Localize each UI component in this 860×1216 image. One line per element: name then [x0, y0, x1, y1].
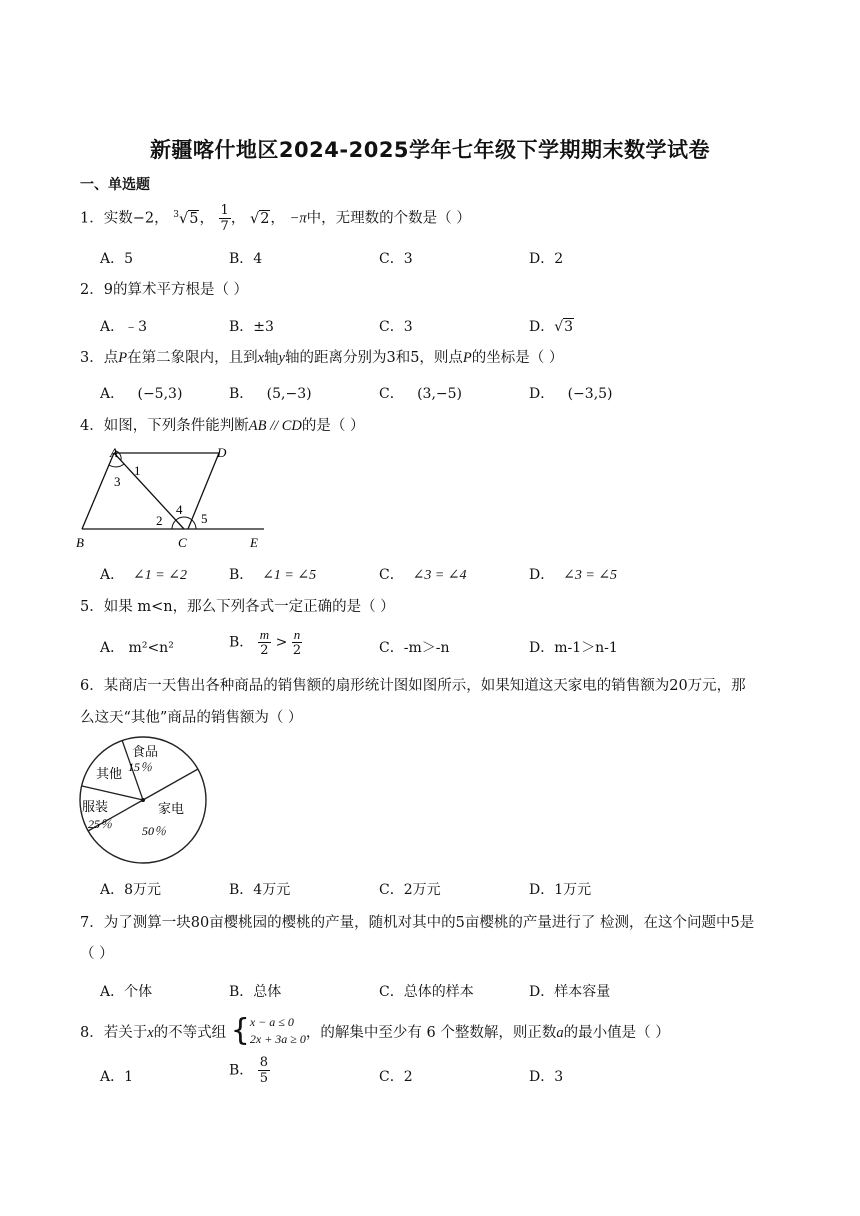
q2-option-c[interactable]: C．3 [379, 319, 413, 335]
question-6-stem-line1: 6．某商店一天售出各种商品的销售额的扇形统计图如图所示，如果知道这天家电的销售额为20万元，那 [80, 678, 746, 694]
q7-option-c[interactable]: C．总体的样本 [379, 984, 474, 1000]
angle-3-label: 3 [114, 474, 121, 489]
parallelogram-figure [72, 440, 272, 552]
section-heading: 一、单选题 [80, 177, 150, 193]
question-1-stem: 1．实数−2， $^3$√5， $\frac{1}{7}$ ， √2， −π中，无理数的个数是（ ） [80, 203, 471, 234]
q4-option-c[interactable]: C． ∠3 = ∠4 [379, 567, 467, 583]
pie-pct-clothes: 25％ [88, 817, 113, 831]
angle-1-label: 1 [134, 463, 141, 478]
question-6-stem-line2: 么这天“其他”商品的销售额为（ ） [80, 710, 303, 726]
angle-5-label: 5 [201, 511, 208, 526]
label-D: D [217, 445, 227, 460]
q3-option-b[interactable]: B． (5,−3) [229, 386, 312, 402]
q6-option-c[interactable]: C．2万元 [379, 882, 441, 898]
q4-option-a[interactable]: A． ∠1 = ∠2 [100, 567, 187, 583]
angle-2-label: 2 [156, 513, 163, 528]
question-7-stem-line1: 7．为了测算一块80亩樱桃园的樱桃的产量，随机对其中的5亩樱桃的产量进行了 检测，在这个问题中5是 [80, 915, 755, 931]
q8-option-b[interactable]: B． $\frac{8}{5}$ [229, 1055, 269, 1086]
question-7-stem-line2: （ ） [80, 946, 114, 962]
q2-option-b[interactable]: B．±3 [229, 319, 274, 335]
q7-option-a[interactable]: A．个体 [100, 984, 153, 1000]
q8-option-d[interactable]: D．3 [529, 1069, 564, 1085]
question-2-stem: 2．9的算术平方根是（ ） [80, 282, 249, 298]
q1-option-d[interactable]: D．2 [529, 251, 564, 267]
q1-option-c[interactable]: C．3 [379, 251, 413, 267]
label-B: B [76, 535, 84, 550]
angle-4-label: 4 [176, 502, 183, 517]
label-A: A [110, 445, 118, 460]
q1-option-a[interactable]: A．5 [100, 251, 134, 267]
label-C: C [178, 535, 187, 550]
q1-option-b[interactable]: B．4 [229, 251, 263, 267]
pie-label-food: 食品 [132, 744, 159, 759]
q3-option-c[interactable]: C． (3,−5) [379, 386, 462, 402]
q3-option-a[interactable]: A． (−5,3) [100, 386, 183, 402]
inequality-system: { x − a ≤ 0 2x + 3a ≥ 0 [230, 1013, 306, 1048]
pie-label-clothes: 服装 [82, 799, 109, 814]
q4-option-b[interactable]: B． ∠1 = ∠5 [229, 567, 317, 583]
cube-root: $^3$√5 [173, 209, 199, 227]
fraction-one-seventh: $\frac{1}{7}$ [220, 203, 229, 234]
pie-label-appliance: 家电 [158, 801, 185, 816]
label-E: E [250, 535, 258, 550]
q2-option-a[interactable]: A．﹣3 [100, 319, 148, 335]
q7-option-b[interactable]: B．总体 [229, 984, 282, 1000]
q6-option-b[interactable]: B．4万元 [229, 882, 291, 898]
q5-option-b[interactable]: B． $\frac{m}{2}$ > $\frac{n}{2}$ [229, 627, 302, 658]
q6-option-a[interactable]: A．8万元 [100, 882, 162, 898]
q6-option-d[interactable]: D．1万元 [529, 882, 592, 898]
q4-option-d[interactable]: D． ∠3 = ∠5 [529, 567, 618, 583]
q8-option-c[interactable]: C．2 [379, 1069, 413, 1085]
pie-label-other: 其他 [96, 766, 123, 781]
q3-option-d[interactable]: D． (−3,5) [529, 386, 613, 402]
q5-option-a[interactable]: A． m²<n² [100, 640, 174, 656]
q7-option-d[interactable]: D．样本容量 [529, 984, 611, 1000]
q5-option-c[interactable]: C．-m＞-n [379, 640, 450, 656]
square-root-2: √2 [249, 210, 270, 227]
q2-option-d[interactable]: D．√3 [529, 319, 574, 335]
q8-option-a[interactable]: A．1 [100, 1069, 134, 1085]
question-8-stem: 8．若关于x的不等式组 { x − a ≤ 0 2x + 3a ≥ 0 ，的解集中至少有 6 个整数解，则正数a的最小值是（ ） [80, 1013, 670, 1048]
pie-pct-food: 15％ [128, 760, 153, 774]
pie-chart-figure [76, 734, 216, 866]
q5-option-d[interactable]: D．m-1＞n-1 [529, 640, 618, 656]
question-5-stem: 5．如果 m<n，那么下列各式一定正确的是（ ） [80, 599, 395, 615]
question-3-stem: 3．点P在第二象限内，且到x轴y轴的距离分别为3和5，则点P的坐标是（ ） [80, 350, 564, 366]
pie-pct-appliance: 50％ [142, 824, 167, 838]
question-4-stem: 4．如图，下列条件能判断AB // CD的是（ ） [80, 418, 365, 434]
exam-title: 新疆喀什地区2024-2025学年七年级下学期期末数学试卷 [149, 138, 711, 162]
